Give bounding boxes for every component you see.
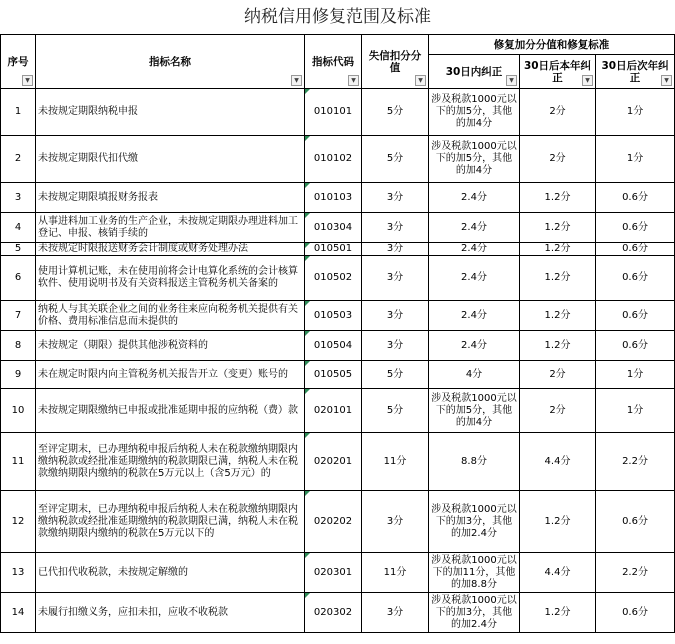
row-seq[interactable]: 9	[1, 361, 36, 389]
row-code[interactable]: 010101	[305, 89, 362, 136]
row-seq[interactable]: 8	[1, 331, 36, 361]
row-nextyear[interactable]: 1分	[596, 89, 675, 136]
row-code[interactable]: 020301	[305, 553, 362, 593]
header-name[interactable]: 指标名称 ▼	[36, 35, 305, 89]
row-name[interactable]: 未履行扣缴义务，应扣未扣，应收不收税款	[36, 593, 305, 633]
row-after30[interactable]: 2分	[520, 361, 596, 389]
row-nextyear[interactable]: 0.6分	[596, 491, 675, 553]
row-code[interactable]: 010103	[305, 183, 362, 213]
table-row[interactable]	[1, 183, 675, 213]
repair-standard-table	[0, 34, 675, 633]
row-nextyear[interactable]: 0.6分	[596, 593, 675, 633]
row-seq[interactable]: 10	[1, 389, 36, 433]
row-nextyear[interactable]: 0.6分	[596, 301, 675, 331]
row-seq[interactable]: 6	[1, 256, 36, 301]
row-deduct[interactable]: 3分	[362, 243, 429, 256]
sheet-title: 纳税信用修复范围及标准	[0, 0, 675, 35]
dropdown-filter-icon[interactable]: ▼	[22, 75, 33, 86]
row-code[interactable]: 020302	[305, 593, 362, 633]
row-within30[interactable]: 2.4分	[429, 301, 520, 331]
row-within30[interactable]: 涉及税款1000元以下的加5分，其他的加4分	[429, 389, 520, 433]
row-code[interactable]: 010102	[305, 136, 362, 183]
row-after30[interactable]: 1.2分	[520, 491, 596, 553]
row-code[interactable]: 010504	[305, 331, 362, 361]
row-nextyear[interactable]: 2.2分	[596, 553, 675, 593]
header-within30[interactable]: 30日内纠正 ▼	[429, 55, 520, 89]
dropdown-filter-icon[interactable]: ▼	[415, 75, 426, 86]
cell-note-marker-icon	[305, 389, 310, 394]
dropdown-filter-icon[interactable]: ▼	[661, 75, 672, 86]
row-after30[interactable]: 1.2分	[520, 243, 596, 256]
row-nextyear[interactable]: 1分	[596, 389, 675, 433]
row-code[interactable]: 020201	[305, 433, 362, 491]
row-within30[interactable]: 涉及税款1000元以下的加11分，其他的加8.8分	[429, 553, 520, 593]
row-code[interactable]: 020101	[305, 389, 362, 433]
cell-note-marker-icon	[305, 331, 310, 336]
row-after30[interactable]: 1.2分	[520, 213, 596, 243]
row-within30[interactable]: 2.4分	[429, 213, 520, 243]
row-deduct[interactable]: 3分	[362, 593, 429, 633]
row-seq[interactable]: 1	[1, 89, 36, 136]
cell-note-marker-icon	[305, 361, 310, 366]
row-deduct[interactable]: 3分	[362, 301, 429, 331]
cell-note-marker-icon	[305, 593, 310, 598]
cell-note-marker-icon	[305, 136, 310, 141]
row-nextyear[interactable]: 1分	[596, 136, 675, 183]
row-seq[interactable]: 5	[1, 243, 36, 256]
row-code[interactable]: 010304	[305, 213, 362, 243]
row-within30[interactable]: 8.8分	[429, 433, 520, 491]
cell-note-marker-icon	[305, 433, 310, 438]
cell-note-marker-icon	[305, 213, 310, 218]
cell-note-marker-icon	[305, 89, 310, 94]
row-after30[interactable]: 2分	[520, 89, 596, 136]
row-after30[interactable]: 1.2分	[520, 331, 596, 361]
cell-note-marker-icon	[305, 256, 310, 261]
row-nextyear[interactable]: 2.2分	[596, 433, 675, 491]
row-name[interactable]: 未按规定期限纳税申报	[36, 89, 305, 136]
table-row[interactable]	[1, 243, 675, 256]
dropdown-filter-icon[interactable]: ▼	[582, 75, 593, 86]
cell-note-marker-icon	[305, 183, 310, 188]
row-after30[interactable]: 1.2分	[520, 593, 596, 633]
row-seq[interactable]: 13	[1, 553, 36, 593]
row-within30[interactable]: 涉及税款1000元以下的加5分，其他的加4分	[429, 136, 520, 183]
row-code[interactable]: 020202	[305, 491, 362, 553]
row-deduct[interactable]: 5分	[362, 361, 429, 389]
row-within30[interactable]: 涉及税款1000元以下的加3分，其他的加2.4分	[429, 491, 520, 553]
row-name[interactable]: 未在规定时限内向主管税务机关报告开立（变更）账号的	[36, 361, 305, 389]
row-within30[interactable]: 2.4分	[429, 183, 520, 213]
header-seq[interactable]: 序号 ▼	[1, 35, 36, 89]
header-deduct[interactable]: 失信扣分分值 ▼	[362, 35, 429, 89]
row-within30[interactable]: 2.4分	[429, 331, 520, 361]
table-row[interactable]	[1, 491, 675, 553]
cell-note-marker-icon	[305, 491, 310, 496]
cell-note-marker-icon	[305, 553, 310, 558]
dropdown-filter-icon[interactable]: ▼	[291, 75, 302, 86]
row-within30[interactable]: 涉及税款1000元以下的加5分，其他的加4分	[429, 89, 520, 136]
row-deduct[interactable]: 3分	[362, 491, 429, 553]
row-name[interactable]: 从事进料加工业务的生产企业，未按规定期限办理进料加工登记、申报、核销手续的	[36, 213, 305, 243]
row-name[interactable]: 纳税人与其关联企业之间的业务往来应向税务机关提供有关价格、费用标准信息而未提供的	[36, 301, 305, 331]
row-within30[interactable]: 2.4分	[429, 256, 520, 301]
row-deduct[interactable]: 3分	[362, 213, 429, 243]
table-row[interactable]	[1, 301, 675, 331]
row-seq[interactable]: 3	[1, 183, 36, 213]
row-seq[interactable]: 11	[1, 433, 36, 491]
row-code[interactable]: 010503	[305, 301, 362, 331]
row-nextyear[interactable]: 0.6分	[596, 183, 675, 213]
row-name[interactable]: 至评定期末，已办理纳税申报后纳税人未在税款缴纳期限内缴纳税款或经批准延期缴纳的税款期限已满，纳税人未在税款缴纳期限内缴纳的税款在5万元以上（含5万元）的	[36, 433, 305, 491]
table-row[interactable]	[1, 213, 675, 243]
table-row[interactable]	[1, 553, 675, 593]
table-row[interactable]	[1, 256, 675, 301]
row-deduct[interactable]: 3分	[362, 331, 429, 361]
header-after30[interactable]: 30日后本年纠正 ▼	[520, 55, 596, 89]
row-deduct[interactable]: 3分	[362, 256, 429, 301]
row-name[interactable]: 至评定期末，已办理纳税申报后纳税人未在税款缴纳期限内缴纳税款或经批准延期缴纳的税款期限已满，纳税人未在税款缴纳期限内缴纳的税款在5万元以下的	[36, 491, 305, 553]
row-seq[interactable]: 4	[1, 213, 36, 243]
table-row[interactable]	[1, 89, 675, 136]
table-row[interactable]	[1, 331, 675, 361]
cell-note-marker-icon	[305, 243, 310, 248]
row-code[interactable]: 010501	[305, 243, 362, 256]
row-name[interactable]: 未按规定（期限）提供其他涉税资料的	[36, 331, 305, 361]
table-row[interactable]	[1, 136, 675, 183]
row-name[interactable]: 未按规定期限代扣代缴	[36, 136, 305, 183]
row-deduct[interactable]: 5分	[362, 389, 429, 433]
row-within30[interactable]: 涉及税款1000元以下的加3分，其他的加2.4分	[429, 593, 520, 633]
row-seq[interactable]: 12	[1, 491, 36, 553]
row-seq[interactable]: 14	[1, 593, 36, 633]
row-name[interactable]: 未按规定时限报送财务会计制度或财务处理办法	[36, 243, 305, 256]
row-name[interactable]: 未按规定期限填报财务报表	[36, 183, 305, 213]
cell-note-marker-icon	[305, 301, 310, 306]
table-row[interactable]	[1, 389, 675, 433]
row-after30[interactable]: 2分	[520, 136, 596, 183]
row-within30[interactable]: 4分	[429, 361, 520, 389]
row-name[interactable]: 已代扣代收税款，未按规定解缴的	[36, 553, 305, 593]
row-nextyear[interactable]: 0.6分	[596, 213, 675, 243]
table-row[interactable]	[1, 593, 675, 633]
row-nextyear[interactable]: 1分	[596, 361, 675, 389]
row-after30[interactable]: 1.2分	[520, 256, 596, 301]
row-deduct[interactable]: 11分	[362, 433, 429, 491]
row-after30[interactable]: 4.4分	[520, 433, 596, 491]
table-row[interactable]	[1, 361, 675, 389]
header-code[interactable]: 指标代码 ▼	[305, 35, 362, 89]
row-nextyear[interactable]: 0.6分	[596, 256, 675, 301]
row-nextyear[interactable]: 0.6分	[596, 331, 675, 361]
row-after30[interactable]: 2分	[520, 389, 596, 433]
header-nextyear[interactable]: 30日后次年纠正 ▼	[596, 55, 675, 89]
row-after30[interactable]: 1.2分	[520, 301, 596, 331]
header-repair-group: 修复加分分值和修复标准	[429, 35, 675, 55]
row-code[interactable]: 010505	[305, 361, 362, 389]
row-code[interactable]: 010502	[305, 256, 362, 301]
row-seq[interactable]: 7	[1, 301, 36, 331]
row-deduct[interactable]: 11分	[362, 553, 429, 593]
row-seq[interactable]: 2	[1, 136, 36, 183]
dropdown-filter-icon[interactable]: ▼	[506, 75, 517, 86]
row-deduct[interactable]: 5分	[362, 89, 429, 136]
dropdown-filter-icon[interactable]: ▼	[348, 75, 359, 86]
row-after30[interactable]: 4.4分	[520, 553, 596, 593]
row-name[interactable]: 使用计算机记账，未在使用前将会计电算化系统的会计核算软件、使用说明书及有关资料报送主管税务机关备案的	[36, 256, 305, 301]
row-deduct[interactable]: 5分	[362, 136, 429, 183]
row-nextyear[interactable]: 0.6分	[596, 243, 675, 256]
row-within30[interactable]: 2.4分	[429, 243, 520, 256]
row-after30[interactable]: 1.2分	[520, 183, 596, 213]
table-row[interactable]	[1, 433, 675, 491]
row-deduct[interactable]: 3分	[362, 183, 429, 213]
row-name[interactable]: 未按规定期限缴纳已申报或批准延期申报的应纳税（费）款	[36, 389, 305, 433]
